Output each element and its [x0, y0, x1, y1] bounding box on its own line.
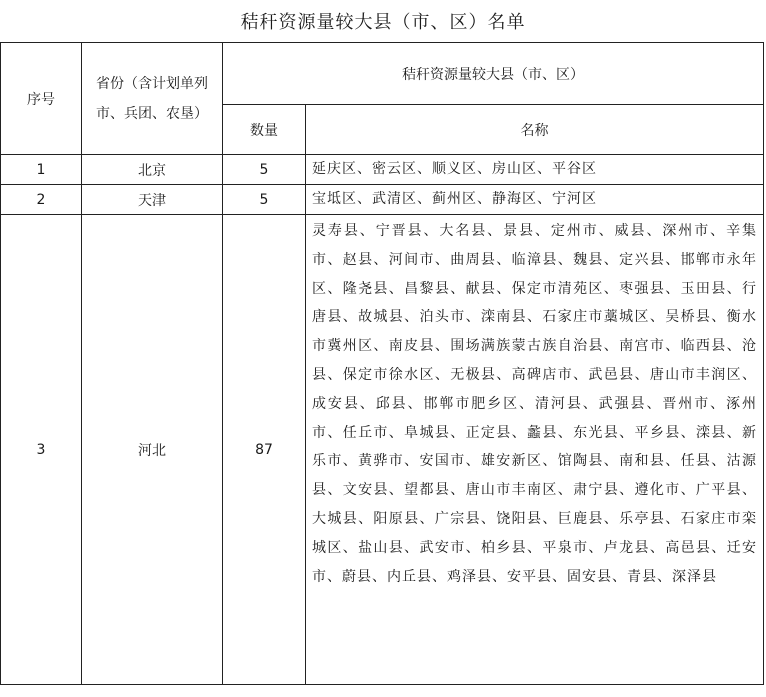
row-names: 宝坻区、武清区、蓟州区、静海区、宁河区	[306, 185, 764, 215]
table-row	[1, 155, 764, 185]
straw-county-table	[0, 42, 764, 685]
row-province: 天津	[82, 185, 223, 215]
row-index: 2	[1, 185, 82, 215]
header-province: 省份（含计划单列市、兵团、农垦）	[82, 43, 223, 155]
document-title: 秸秆资源量较大县（市、区）名单	[240, 12, 526, 33]
row-names: 灵寿县、宁晋县、大名县、景县、定州市、威县、深州市、辛集市、赵县、河间市、曲周县、临漳县、魏县、定兴县、邯郸市永年区、隆尧县、昌黎县、献县、保定市清苑区、枣强县、玉田县、行唐县、故城县、泊头市、滦南县、石家庄市藁城区、吴桥县、衡水市冀州区、南皮县、围场满族蒙古族自治县、南宫市、临西县、沧县、保定市徐水区、无极县、高碑店市、武邑县、唐山市丰润区、成安县、邱县、邯郸市肥乡区、清河县、武强县、晋州市、涿州市、任丘市、阜城县、正定县、蠡县、东光县、平乡县、滦县、新乐市、黄骅市、安国市、雄安新区、馆陶县、南和县、任县、沽源县、文安县、望都县、唐山市丰南区、肃宁县、遵化市、广平县、大城县、阳原县、广宗县、饶阳县、巨鹿县、乐亭县、石家庄市栾城区、盐山县、武安市、柏乡县、平泉市、卢龙县、高邑县、迁安市、蔚县、内丘县、鸡泽县、安平县、固安县、青县、深泽县	[306, 215, 764, 685]
row-index: 3	[1, 215, 82, 685]
row-count: 87	[223, 215, 306, 685]
header-names: 名称	[306, 105, 764, 155]
row-count: 5	[223, 155, 306, 185]
row-count: 5	[223, 185, 306, 215]
row-names: 延庆区、密云区、顺义区、房山区、平谷区	[306, 155, 764, 185]
header-count: 数量	[223, 105, 306, 155]
table-row	[1, 215, 764, 685]
header-group: 秸秆资源量较大县（市、区）	[223, 43, 764, 105]
header-index: 序号	[1, 43, 82, 155]
table-row	[1, 185, 764, 215]
row-province: 北京	[82, 155, 223, 185]
row-index: 1	[1, 155, 82, 185]
row-province: 河北	[82, 215, 223, 685]
